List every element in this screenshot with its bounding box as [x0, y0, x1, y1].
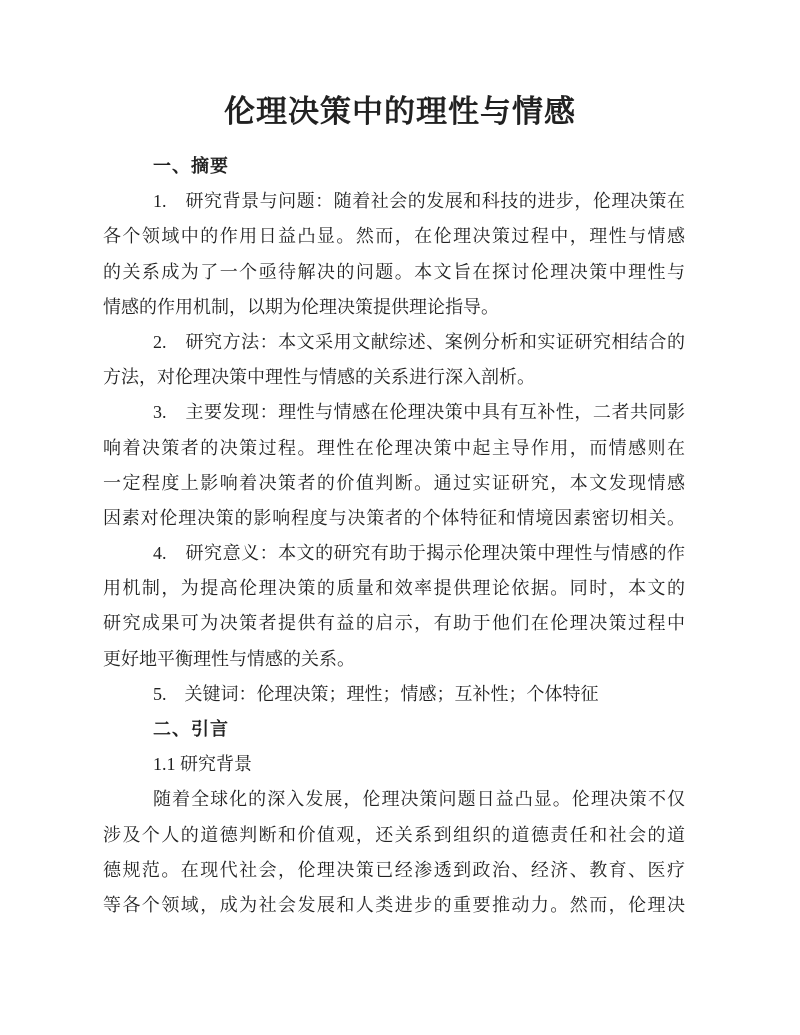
abstract-item-4-line: 4. 研究意义：本文的研究有助于揭示伦理决策中理性与情感的作	[153, 543, 685, 564]
abstract-item-1-line: 1. 研究背景与问题：随着社会的发展和科技的进步，伦理决策在	[153, 191, 685, 212]
abstract-item-3-line: 一定程度上影响着决策者的价值判断。通过实证研究，本文发现情感	[103, 472, 685, 493]
introduction-paragraph-line: 涉及个人的道德判断和价值观，还关系到组织的道德责任和社会的道	[103, 824, 685, 845]
abstract-item-3-line: 响着决策者的决策过程。理性在伦理决策中起主导作用，而情感则在	[103, 437, 685, 458]
introduction-subsection-heading: 1.1 研究背景	[153, 754, 252, 775]
abstract-item-2-line: 方法，对伦理决策中理性与情感的关系进行深入剖析。	[103, 367, 535, 388]
abstract-item-1-line: 情感的作用机制，以期为伦理决策提供理论指导。	[103, 296, 499, 317]
introduction-section-heading: 二、引言	[153, 719, 229, 739]
abstract-item-3-line: 因素对伦理决策的影响程度与决策者的个体特征和情境因素密切相关。	[103, 507, 685, 528]
introduction-paragraph-line: 德规范。在现代社会，伦理决策已经渗透到政治、经济、教育、医疗	[103, 859, 685, 880]
introduction-paragraph-line: 等各个领域，成为社会发展和人类进步的重要推动力。然而，伦理决	[103, 894, 685, 915]
abstract-item-3-line: 3. 主要发现：理性与情感在伦理决策中具有互补性，二者共同影	[153, 402, 685, 423]
abstract-item-4-line: 更好地平衡理性与情感的关系。	[103, 648, 355, 669]
abstract-item-1-line: 各个领域中的作用日益凸显。然而，在伦理决策过程中，理性与情感	[103, 226, 685, 247]
abstract-item-1-line: 的关系成为了一个亟待解决的问题。本文旨在探讨伦理决策中理性与	[103, 261, 685, 282]
introduction-paragraph-line: 随着全球化的深入发展，伦理决策问题日益凸显。伦理决策不仅	[153, 789, 685, 810]
document-body	[103, 149, 685, 923]
abstract-item-2-line: 2. 研究方法：本文采用文献综述、案例分析和实证研究相结合的	[153, 331, 685, 352]
document-title: 伦理决策中的理性与情感	[224, 94, 576, 129]
abstract-section-heading: 一、摘要	[153, 156, 229, 176]
abstract-item-4-line: 用机制，为提高伦理决策的质量和效率提供理论依据。同时，本文的	[103, 578, 685, 599]
abstract-item-4-line: 研究成果可为决策者提供有益的启示，有助于他们在伦理决策过程中	[103, 613, 685, 634]
abstract-keywords-line: 5. 关键词：伦理决策；理性；情感；互补性；个体特征	[153, 683, 599, 704]
